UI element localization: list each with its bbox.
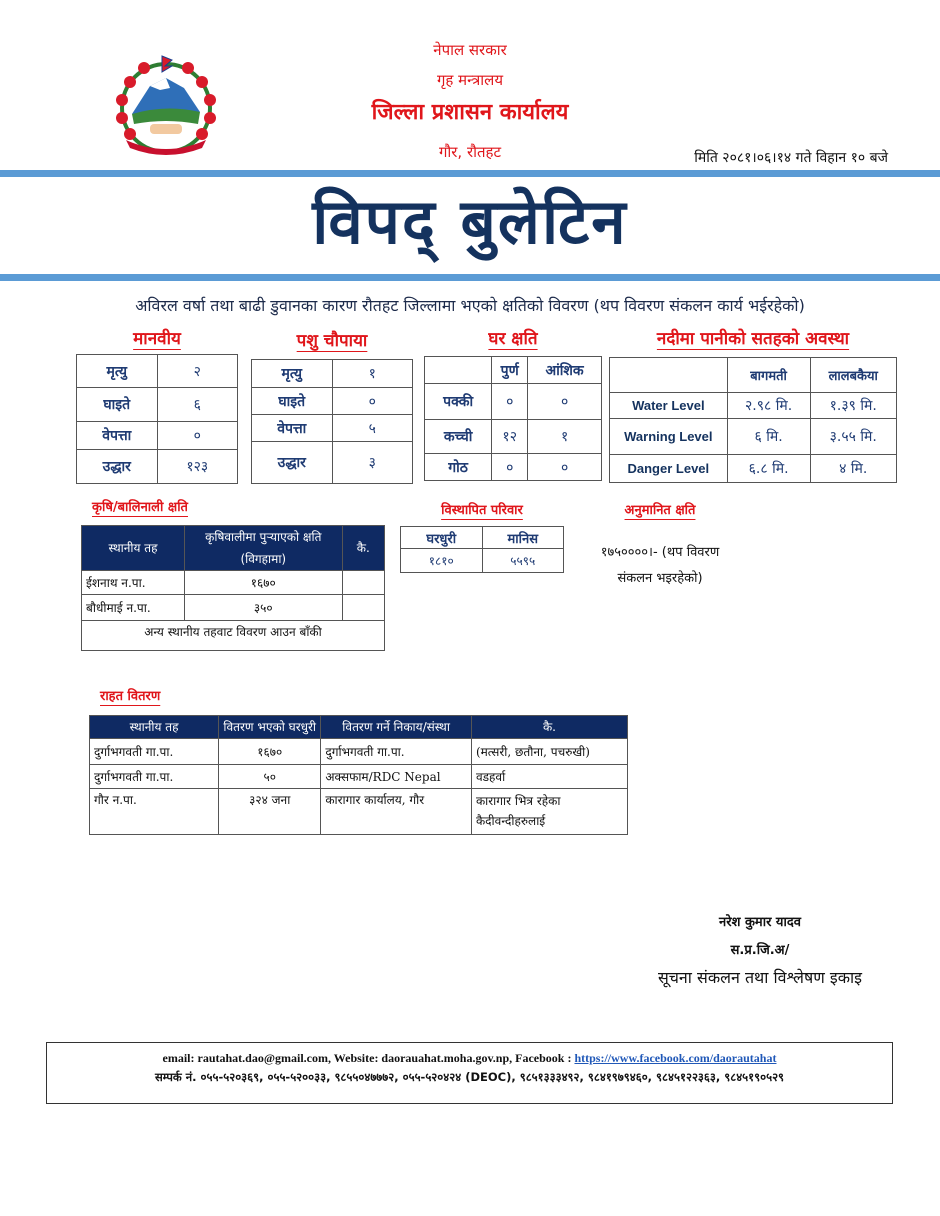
table-row <box>610 419 897 455</box>
households-cell: १६७० <box>219 739 321 765</box>
signatory-unit: सूचना संकलन तथा विश्लेषण इकाइ <box>657 968 863 987</box>
table-row <box>77 355 238 388</box>
estimated-heading: अनुमानित क्षति <box>624 503 696 518</box>
column-header: मानिस <box>482 527 564 549</box>
livestock-heading: पशु चौपाया <box>296 331 368 351</box>
contact-numbers: सम्पर्क नं. ०५५-५२०३६९, ०५५-५२००३३, ९८५५०४७७७२, ०५५-५२०४२४ (DEOC), ९८५१३३३४९२, ९८४१९७९४६०, ९८४५१२२३६३, ९८४५१९०५२९ <box>154 1070 785 1084</box>
table-row <box>77 388 238 422</box>
local-level-cell: दुर्गाभगवती गा.पा. <box>90 739 219 765</box>
row-label: उद्धार <box>252 442 333 484</box>
row-label: मृत्यु <box>252 360 333 388</box>
column-header: वितरण भएको घरधुरी <box>219 716 321 739</box>
remark-cell: (मत्सरी, छतौना, पचरुखी) <box>471 739 627 765</box>
agency-cell: दुर्गाभगवती गा.पा. <box>321 739 472 765</box>
email-website-line <box>47 1051 892 1066</box>
partial-value: १ <box>528 420 602 454</box>
remark-cell <box>342 595 384 621</box>
table-row <box>90 789 628 835</box>
column-header: वितरण गर्ने निकाय/संस्था <box>321 716 472 739</box>
row-label: Danger Level <box>610 455 728 483</box>
row-label: घाइते <box>77 388 158 422</box>
ministry-label: गृह मन्त्रालय <box>436 71 504 89</box>
empty-header-cell <box>425 357 492 384</box>
bagmati-value: २.९८ मि. <box>727 393 810 419</box>
pending-note: अन्य स्थानीय तहवाट विवरण आउन बाँकी <box>82 621 385 651</box>
partial-value: ० <box>528 454 602 481</box>
row-value: २ <box>157 355 238 388</box>
partial-value: ० <box>528 384 602 420</box>
row-label: मृत्यु <box>77 355 158 388</box>
full-value: १२ <box>492 420 528 454</box>
column-header: स्थानीय तह <box>82 526 185 571</box>
column-header-lalbakaiya: लालबकैया <box>810 358 897 393</box>
contact-footer <box>46 1042 893 1104</box>
row-label: गोठ <box>425 454 492 481</box>
displaced-table <box>400 526 564 573</box>
column-header: कै. <box>342 526 384 571</box>
local-level-cell: गौर न.पा. <box>90 789 219 835</box>
column-header: आंशिक <box>528 357 602 384</box>
row-label: Water Level <box>610 393 728 419</box>
agency-cell: अक्सफाम/RDC Nepal <box>321 765 472 789</box>
row-label: उद्धार <box>77 450 158 484</box>
lalbakaiya-value: ४ मि. <box>810 455 897 483</box>
table-row <box>82 571 385 595</box>
estimated-loss-text: १७५००००।- (थप विवरण संकलन भइरहेको) <box>600 545 720 586</box>
location-label: गौर, रौतहट <box>438 143 502 161</box>
local-level-cell: ईशनाथ न.पा. <box>82 571 185 595</box>
row-value: ३ <box>332 442 413 484</box>
row-value: ६ <box>157 388 238 422</box>
remark-cell: कारागार भित्र रहेका कैदीवन्दीहरुलाई <box>471 789 627 835</box>
lalbakaiya-value: ३.५५ मि. <box>810 419 897 455</box>
row-label: घाइते <box>252 388 333 415</box>
bottom-divider <box>0 274 940 281</box>
row-label: वेपत्ता <box>252 415 333 442</box>
full-value: ० <box>492 384 528 420</box>
column-header: कृषिवालीमा पुऱ्याएको क्षति (विगहामा) <box>185 526 343 571</box>
table-row <box>252 360 413 388</box>
table-row <box>425 384 602 420</box>
remark-cell <box>342 571 384 595</box>
human-heading: मानवीय <box>133 329 181 349</box>
column-header: स्थानीय तह <box>90 716 219 739</box>
relief-heading: राहत वितरण <box>100 689 161 704</box>
agency-cell: कारागार कार्यालय, गौर <box>321 789 472 835</box>
row-label: वेपत्ता <box>77 422 158 450</box>
table-note-row <box>82 621 385 651</box>
table-row <box>401 549 564 573</box>
table-row <box>252 415 413 442</box>
relief-distribution-table <box>89 715 628 835</box>
agri-heading: कृषि/बालिनाली क्षति <box>92 500 188 515</box>
bagmati-value: ६ मि. <box>727 419 810 455</box>
households-cell: ५० <box>219 765 321 789</box>
government-label: नेपाल सरकार <box>433 41 507 59</box>
table-header-row <box>90 716 628 739</box>
table-row <box>610 455 897 483</box>
row-value: ० <box>157 422 238 450</box>
top-divider <box>0 170 940 177</box>
bulletin-subtitle: अविरल वर्षा तथा बाढी डुवानका कारण रौतहट जिल्लामा भएको क्षतिको विवरण (थप विवरण संकलन कार्य भईरहेको) <box>135 296 805 315</box>
local-level-cell: दुर्गाभगवती गा.पा. <box>90 765 219 789</box>
table-row <box>77 422 238 450</box>
page-title: विपद् बुलेटिन <box>312 185 628 258</box>
table-row <box>90 765 628 789</box>
bagmati-value: ६.८ मि. <box>727 455 810 483</box>
table-header-row <box>82 526 385 571</box>
displaced-heading: विस्थापित परिवार <box>441 503 523 518</box>
people-value: ५५९५ <box>482 549 564 573</box>
row-value: ० <box>332 388 413 415</box>
house-heading: घर क्षति <box>488 329 538 349</box>
loss-cell: १६७० <box>185 571 343 595</box>
river-level-table <box>609 357 897 483</box>
full-value: ० <box>492 454 528 481</box>
agri-loss-table <box>81 525 385 651</box>
table-header-row <box>425 357 602 384</box>
loss-cell: ३५० <box>185 595 343 621</box>
table-row <box>90 739 628 765</box>
row-label: कच्ची <box>425 420 492 454</box>
table-row <box>252 442 413 484</box>
bulletin-date: मिति २०८१।०६।१४ गते विहान १० बजे <box>694 150 888 166</box>
households-value: १८१० <box>401 549 483 573</box>
livestock-table <box>251 359 413 484</box>
remark-cell: वडहर्वा <box>471 765 627 789</box>
river-heading: नदीमा पानीको सतहको अवस्था <box>656 329 850 349</box>
empty-header-cell <box>610 358 728 393</box>
table-row <box>425 420 602 454</box>
table-row <box>252 388 413 415</box>
row-label: पक्की <box>425 384 492 420</box>
table-row <box>425 454 602 481</box>
house-table <box>424 356 602 481</box>
column-header-bagmati: बागमती <box>727 358 810 393</box>
signatory-name: नरेश कुमार यादव <box>719 915 801 930</box>
row-value: १ <box>332 360 413 388</box>
human-table <box>76 354 238 484</box>
lalbakaiya-value: १.३९ मि. <box>810 393 897 419</box>
table-row <box>77 450 238 484</box>
column-header: कै. <box>471 716 627 739</box>
table-row <box>82 595 385 621</box>
email-website-text: email: rautahat.dao@gmail.com, Website: daorauahat.moha.gov.np, Facebook : <box>162 1051 575 1065</box>
office-label: जिल्ला प्रशासन कार्यालय <box>371 100 569 125</box>
table-header-row <box>610 358 897 393</box>
facebook-link[interactable]: https://www.facebook.com/daorautahat <box>574 1051 777 1065</box>
signatory-title: स.प्र.जि.अ/ <box>730 943 790 958</box>
column-header: घरधुरी <box>401 527 483 549</box>
row-value: ५ <box>332 415 413 442</box>
table-header-row <box>401 527 564 549</box>
households-cell: ३२४ जना <box>219 789 321 835</box>
column-header: पुर्ण <box>492 357 528 384</box>
row-value: १२३ <box>157 450 238 484</box>
row-label: Warning Level <box>610 419 728 455</box>
table-row <box>610 393 897 419</box>
local-level-cell: बौधीमाई न.पा. <box>82 595 185 621</box>
